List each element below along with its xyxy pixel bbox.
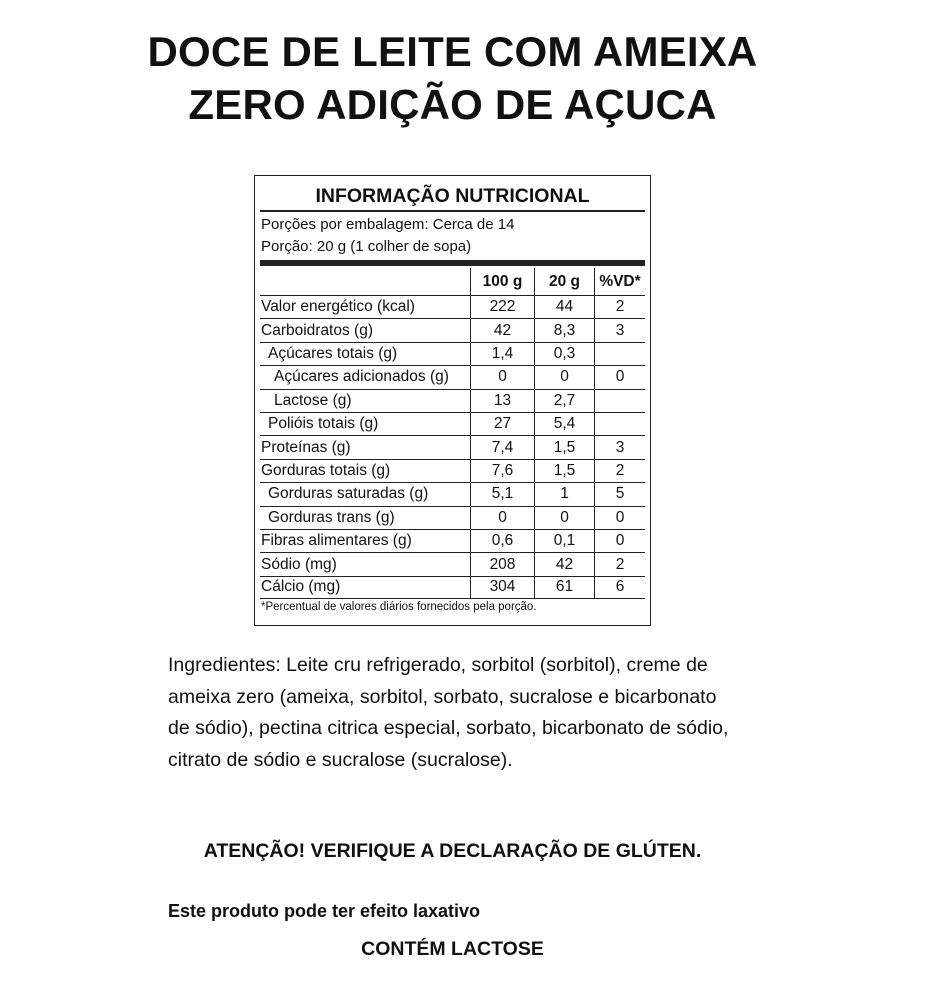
table-row [260,295,645,318]
header-100g: 100 g [470,268,534,295]
serving-size: Porção: 20 g (1 colher de sopa) [261,238,472,255]
value-20g: 8,3 [534,319,594,341]
lactose-warning: CONTÉM LACTOSE [361,938,544,960]
value-20g: 5,4 [534,413,594,435]
table-row [260,365,645,388]
value-20g: 42 [534,553,594,575]
nutrient-label: Gorduras totais (g) [261,461,391,479]
value-100g: 0,6 [470,530,534,552]
product-title-line-2: ZERO ADIÇÃO DE AÇUCA [188,81,717,128]
value-20g: 0 [534,366,594,388]
nutrient-label: Sódio (mg) [261,555,337,573]
value-20g: 44 [534,296,594,318]
value-100g: 222 [470,296,534,318]
table-row [260,482,645,505]
nutrient-label: Açúcares adicionados (g) [274,368,449,386]
header-label-cell [261,268,469,295]
value-vd: 2 [594,460,645,482]
table-row [260,318,645,341]
header-20g: 20 g [534,268,594,295]
value-100g: 13 [470,390,534,412]
value-vd: 3 [594,319,645,341]
ingredients-text: Ingredientes: Leite cru refrigerado, sorbitol (sorbitol), creme de ameixa zero (ameixa, sorbitol, sorbato, sucralose e bicarbonato de sódio), pectina citrica especial, sorbato, bicarbonato de sódio, citrato de sódio e sucralose (sucralose). [168,654,729,771]
value-vd: 0 [594,530,645,552]
value-100g: 208 [470,553,534,575]
value-20g: 0 [534,507,594,529]
nutrient-label: Valor energético (kcal) [261,298,415,316]
value-100g: 5,1 [470,483,534,505]
value-100g: 42 [470,319,534,341]
table-row [260,389,645,412]
nutrient-label: Proteínas (g) [261,438,351,456]
value-100g: 7,6 [470,460,534,482]
value-20g: 2,7 [534,390,594,412]
value-20g: 1,5 [534,460,594,482]
value-vd: 0 [594,507,645,529]
value-20g: 1,5 [534,436,594,458]
product-title-line-1: DOCE DE LEITE COM AMEIXA [147,28,758,75]
nutrient-label: Lactose (g) [274,391,352,409]
value-vd: 0 [594,366,645,388]
nutrient-label: Gorduras saturadas (g) [268,485,429,503]
nutrient-label: Carboidratos (g) [261,321,373,339]
value-20g: 0,3 [534,343,594,365]
value-20g: 0,1 [534,530,594,552]
nutrition-heading: INFORMAÇÃO NUTRICIONAL [315,185,590,207]
value-vd: 2 [594,553,645,575]
table-row [260,435,645,458]
table-header-row [260,268,645,295]
value-100g: 1,4 [470,343,534,365]
value-vd: 2 [594,296,645,318]
value-vd [594,343,645,365]
nutrient-label: Polióis totais (g) [268,415,379,433]
table-row [260,529,645,552]
nutrient-label: Açúcares totais (g) [268,344,398,362]
value-vd [594,390,645,412]
nutrient-label: Gorduras trans (g) [268,508,395,526]
heading-divider [260,210,645,212]
value-20g: 1 [534,483,594,505]
nutrient-label: Cálcio (mg) [261,578,341,596]
value-vd: 5 [594,483,645,505]
value-vd: 6 [594,577,645,598]
value-20g: 61 [534,577,594,598]
table-row [260,552,645,575]
value-100g: 304 [470,577,534,598]
value-100g: 27 [470,413,534,435]
table-row [260,342,645,365]
serving-divider [260,260,645,266]
value-vd [594,413,645,435]
nutrition-facts-table [254,175,651,626]
servings-per-package: Porções por embalagem: Cerca de 14 [261,216,515,233]
table-row [260,459,645,482]
value-100g: 0 [470,507,534,529]
nutrient-label: Fibras alimentares (g) [261,532,412,550]
table-row [260,506,645,529]
table-row [260,576,645,599]
value-100g: 0 [470,366,534,388]
value-100g: 7,4 [470,436,534,458]
nutrition-footnote: *Percentual de valores diários fornecidos pela porção. [261,601,537,613]
gluten-attention-warning: ATENÇÃO! VERIFIQUE A DECLARAÇÃO DE GLÚTEN. [203,840,702,862]
value-vd: 3 [594,436,645,458]
table-row [260,412,645,435]
laxative-warning: Este produto pode ter efeito laxativo [168,901,481,921]
header-vd: %VD* [594,268,645,295]
